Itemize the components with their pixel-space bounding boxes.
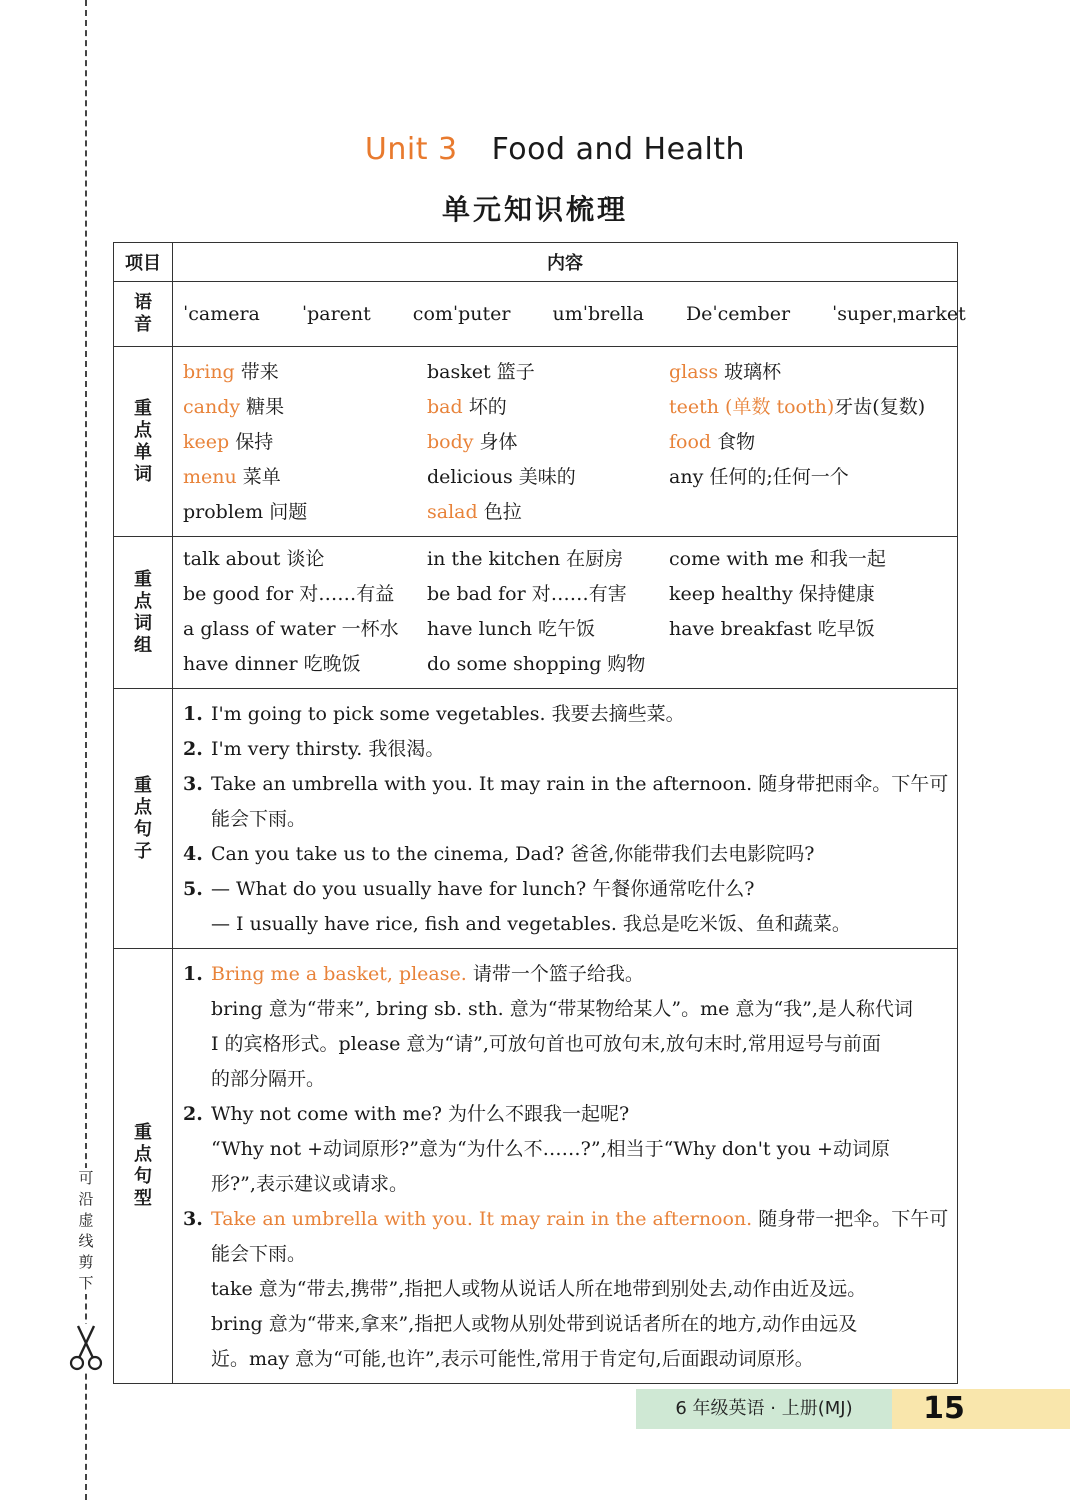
sentence-continuation: 能会下雨。 xyxy=(211,808,307,830)
phrase-item: have dinner 吃晚饭 xyxy=(183,653,361,675)
label-words: 重 点 单 词 xyxy=(114,347,173,537)
pattern-note: I 的宾格形式。please 意为“请”,可放句首也可放句末,放句末时,常用逗号与前面 xyxy=(211,1033,881,1055)
word-item: food 食物 xyxy=(669,431,756,453)
phrase-item: talk about 谈论 xyxy=(183,548,325,570)
page-number: 15 xyxy=(923,1391,965,1426)
word-item: candy 糖果 xyxy=(183,396,285,418)
phrase-item: a glass of water 一杯水 xyxy=(183,618,399,640)
word-item: menu 菜单 xyxy=(183,466,281,488)
row-sentences xyxy=(114,689,958,949)
pattern-note: bring 意为“带来,拿来”,指把人或物从别处带到说话者所在的地方,动作由远及 xyxy=(211,1313,858,1335)
word-item: bad 坏的 xyxy=(427,396,507,418)
word-item: keep 保持 xyxy=(183,431,274,453)
pattern-note: “Why not +动词原形?”意为“为什么不……?”,相当于“Why don't you +动词原 xyxy=(211,1138,890,1160)
sentence-item: 3. Take an umbrella with you. It may rain in the afternoon. 随身带把雨伞。下午可 xyxy=(183,773,949,795)
phon-word: ˈparent xyxy=(301,303,371,325)
word-item: salad 色拉 xyxy=(427,501,522,523)
pattern-item: 3. Take an umbrella with you. It may rain in the afternoon. 随身带一把伞。下午可 xyxy=(183,1208,949,1230)
label-phrases: 重 点 词 组 xyxy=(114,537,173,689)
phon-word: comˈputer xyxy=(412,303,511,325)
pattern-item: 2. Why not come with me? 为什么不跟我一起呢? xyxy=(183,1103,630,1125)
word-item: problem 问题 xyxy=(183,501,308,523)
label-pronunciation: 语 音 xyxy=(114,282,173,347)
unit-name: Food and Health xyxy=(491,132,746,167)
pattern-note: 的部分隔开。 xyxy=(211,1068,326,1090)
phon-word: ˈcamera xyxy=(183,303,260,325)
words-content xyxy=(173,347,958,537)
phrases-col-1 xyxy=(183,542,427,682)
row-words xyxy=(114,347,958,537)
phon-word: ˈsuperˌmarket xyxy=(832,303,966,325)
pattern-note: bring 意为“带来”, bring sb. sth. 意为“带某物给某人”。me 意为“我”,是人称代词 xyxy=(211,998,913,1020)
scissors-icon xyxy=(69,1324,103,1372)
word-item: bring 带来 xyxy=(183,361,279,383)
word-item: basket 篮子 xyxy=(427,361,535,383)
footer-book-title: 6 年级英语 · 上册(MJ) xyxy=(675,1398,853,1419)
unit-title xyxy=(0,132,1070,167)
phon-word: Deˈcember xyxy=(685,303,791,325)
word-item: glass 玻璃杯 xyxy=(669,361,782,383)
sentence-item: 5. — What do you usually have for lunch? 午餐你通常吃什么? xyxy=(183,878,755,900)
phrase-item: have lunch 吃午饭 xyxy=(427,618,596,640)
words-col-1 xyxy=(183,355,427,530)
word-item: any 任何的;任何一个 xyxy=(669,466,849,488)
phrase-item: be bad for 对……有害 xyxy=(427,583,627,605)
label-sentences: 重 点 句 子 xyxy=(114,689,173,949)
row-pronunciation xyxy=(114,282,958,347)
pattern-note: 形?”,表示建议或请求。 xyxy=(211,1173,408,1195)
pattern-item: 1. Bring me a basket, please. 请带一个篮子给我。 xyxy=(183,963,644,985)
words-col-2 xyxy=(427,355,669,530)
words-col-3 xyxy=(669,355,959,530)
label-patterns: 重 点 句 型 xyxy=(114,949,173,1384)
cut-instruction: 可沿虚线剪下 xyxy=(74,1168,98,1294)
header-item: 项目 xyxy=(114,243,173,282)
phrases-col-3 xyxy=(669,542,959,682)
sentence-item: 2. I'm very thirsty. 我很渴。 xyxy=(183,738,445,760)
phrases-content xyxy=(173,537,958,689)
sentence-item: 4. Can you take us to the cinema, Dad? 爸爸,你能带我们去电影院吗? xyxy=(183,843,815,865)
knowledge-table xyxy=(113,242,966,1384)
sentence-item: 1. I'm going to pick some vegetables. 我要去摘些菜。 xyxy=(183,703,685,725)
section-subtitle: 单元知识梳理 xyxy=(441,193,628,226)
pattern-note: take 意为“带去,携带”,指把人或物从说话人所在地带到别处去,动作由近及远。 xyxy=(211,1278,867,1300)
sentence-continuation: — I usually have rice, fish and vegetables. 我总是吃米饭、鱼和蔬菜。 xyxy=(211,913,851,935)
phrase-item: come with me 和我一起 xyxy=(669,548,886,570)
pronunciation-words xyxy=(173,282,966,347)
pattern-continuation: 能会下雨。 xyxy=(211,1243,307,1265)
patterns-content xyxy=(173,949,958,1384)
row-patterns xyxy=(114,949,958,1384)
unit-number: Unit 3 xyxy=(364,132,458,167)
word-item: teeth (单数 tooth)牙齿(复数) xyxy=(669,396,926,418)
phrase-item: in the kitchen 在厨房 xyxy=(427,548,624,570)
phon-word: umˈbrella xyxy=(552,303,644,325)
phrase-item: do some shopping 购物 xyxy=(427,653,646,675)
phrase-item: be good for 对……有益 xyxy=(183,583,395,605)
pattern-note: 近。may 意为“可能,也许”,表示可能性,常用于肯定句,后面跟动词原形。 xyxy=(211,1348,814,1370)
row-phrases xyxy=(114,537,958,689)
phrase-item: have breakfast 吃早饭 xyxy=(669,618,875,640)
word-item: delicious 美味的 xyxy=(427,466,576,488)
header-content: 内容 xyxy=(173,243,958,282)
word-item: body 身体 xyxy=(427,431,518,453)
sentences-content xyxy=(173,689,958,949)
phrase-item: keep healthy 保持健康 xyxy=(669,583,875,605)
phrases-col-2 xyxy=(427,542,669,682)
